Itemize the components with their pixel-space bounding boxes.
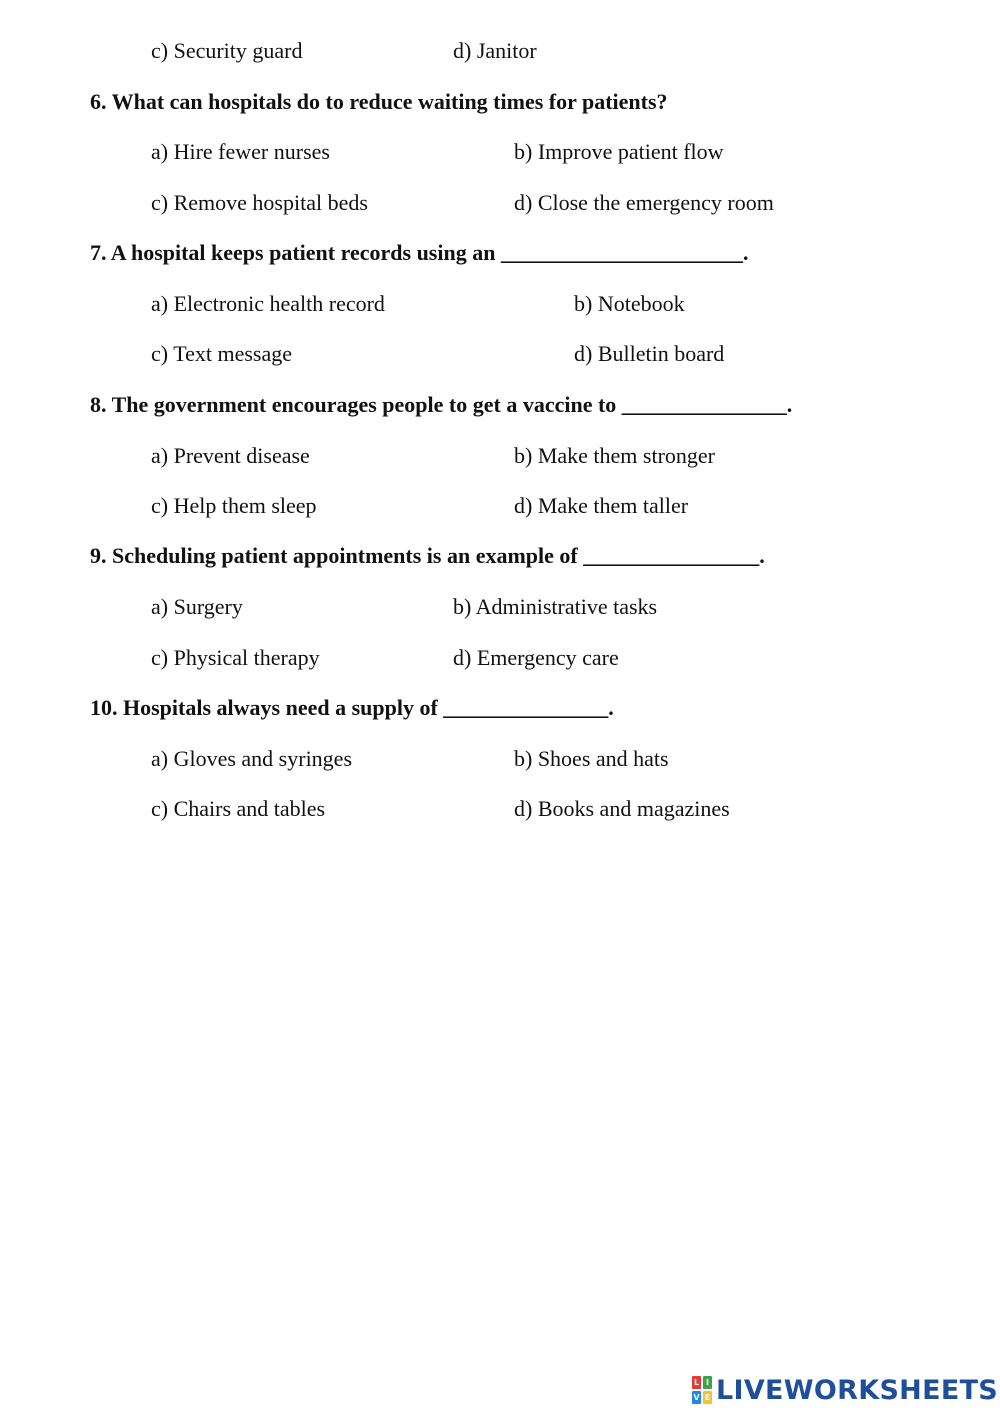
question-6: 6. What can hospitals do to reduce waiting times for patients? xyxy=(90,89,668,114)
q5-option-d[interactable]: d) Janitor xyxy=(453,38,537,63)
logo-mark-e: E xyxy=(703,1391,712,1404)
q5-option-c[interactable]: c) Security guard xyxy=(151,38,303,63)
q9-option-c[interactable]: c) Physical therapy xyxy=(151,645,320,670)
q9-option-d[interactable]: d) Emergency care xyxy=(453,645,619,670)
q6-option-d[interactable]: d) Close the emergency room xyxy=(514,190,774,215)
liveworksheets-mark-icon xyxy=(692,1376,712,1404)
q10-option-a[interactable]: a) Gloves and syringes xyxy=(151,746,353,771)
question-7: 7. A hospital keeps patient records using an ______________________. xyxy=(90,240,749,265)
q9-option-a[interactable]: a) Surgery xyxy=(151,594,243,619)
liveworksheets-logo xyxy=(692,1374,998,1406)
q8-option-a[interactable]: a) Prevent disease xyxy=(151,443,310,468)
q7-option-b[interactable]: b) Notebook xyxy=(574,291,685,316)
question-8: 8. The government encourages people to get a vaccine to _______________. xyxy=(90,392,793,417)
q9-option-b[interactable]: b) Administrative tasks xyxy=(453,594,658,619)
q7-option-a[interactable]: a) Electronic health record xyxy=(151,291,385,316)
q7-option-d[interactable]: d) Bulletin board xyxy=(574,341,725,366)
q8-option-b[interactable]: b) Make them stronger xyxy=(514,443,715,468)
logo-mark-i: I xyxy=(703,1376,712,1389)
logo-mark-v: V xyxy=(692,1391,701,1404)
question-10: 10. Hospitals always need a supply of _______________. xyxy=(90,695,614,720)
question-9: 9. Scheduling patient appointments is an example of ________________. xyxy=(90,543,765,568)
q6-option-c[interactable]: c) Remove hospital beds xyxy=(151,190,368,215)
q6-option-b[interactable]: b) Improve patient flow xyxy=(514,139,724,164)
q8-option-d[interactable]: d) Make them taller xyxy=(514,493,689,518)
q10-option-b[interactable]: b) Shoes and hats xyxy=(514,746,669,771)
q7-option-c[interactable]: c) Text message xyxy=(151,341,293,366)
q8-option-c[interactable]: c) Help them sleep xyxy=(151,493,317,518)
q10-option-c[interactable]: c) Chairs and tables xyxy=(151,796,326,821)
logo-mark-l: L xyxy=(692,1376,701,1389)
q10-option-d[interactable]: d) Books and magazines xyxy=(514,796,730,821)
q6-option-a[interactable]: a) Hire fewer nurses xyxy=(151,139,330,164)
logo-text: LIVEWORKSHEETS xyxy=(716,1374,999,1406)
